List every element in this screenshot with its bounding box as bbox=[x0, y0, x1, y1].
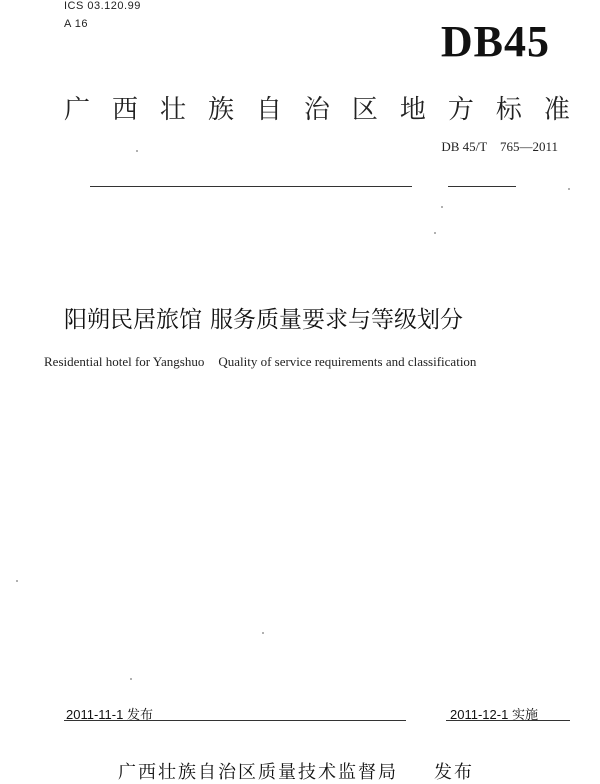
scan-speck bbox=[16, 580, 18, 582]
dept-char: 区 bbox=[351, 95, 378, 125]
publish-label: 发布 bbox=[126, 707, 153, 722]
scan-speck bbox=[136, 150, 138, 152]
dept-char: 自 bbox=[255, 95, 282, 125]
dept-char: 标 bbox=[495, 95, 522, 125]
issue-label: 发布 bbox=[434, 762, 474, 783]
standard-code-logo: DB45 bbox=[440, 17, 550, 66]
issuer-name: 广西壮族自治区质量技术监督局 bbox=[118, 762, 398, 783]
implement-date: 2011-12-1 bbox=[450, 707, 509, 722]
dept-char: 治 bbox=[303, 95, 330, 125]
dept-char: 准 bbox=[543, 95, 570, 125]
dept-char: 广 bbox=[64, 95, 91, 125]
issuing-standard-type bbox=[64, 89, 570, 126]
scan-speck bbox=[130, 678, 132, 680]
scan-speck bbox=[441, 206, 443, 208]
dept-char: 方 bbox=[447, 95, 474, 125]
title-english bbox=[44, 354, 476, 370]
dept-char: 族 bbox=[207, 95, 234, 125]
scan-speck bbox=[568, 188, 570, 190]
classification-code: A 16 bbox=[64, 18, 89, 30]
standard-number: DB 45/T 765—2011 bbox=[441, 139, 558, 154]
dept-char: 壮 bbox=[159, 95, 186, 125]
title-chinese bbox=[64, 301, 463, 334]
title-zh-part2: 服务质量要求与等级划分 bbox=[210, 307, 463, 333]
title-zh-part1: 阳朔民居旅馆 bbox=[64, 307, 202, 333]
scan-speck bbox=[262, 632, 264, 634]
date-underline-right bbox=[446, 720, 570, 721]
publish-date: 2011-11-1 bbox=[66, 707, 124, 722]
dept-char: 西 bbox=[111, 95, 138, 125]
title-en-part2: Quality of service requirements and classification bbox=[218, 354, 477, 369]
issuer-line bbox=[118, 758, 474, 784]
ics-code: ICS 03.120.99 bbox=[64, 0, 141, 12]
scan-speck bbox=[434, 232, 436, 234]
title-en-part1: Residential hotel for Yangshuo bbox=[44, 354, 205, 369]
header-divider-short bbox=[448, 186, 516, 187]
date-underline-left bbox=[64, 720, 406, 721]
header-divider bbox=[90, 186, 412, 187]
implement-label: 实施 bbox=[511, 707, 538, 722]
dept-char: 地 bbox=[399, 95, 426, 125]
